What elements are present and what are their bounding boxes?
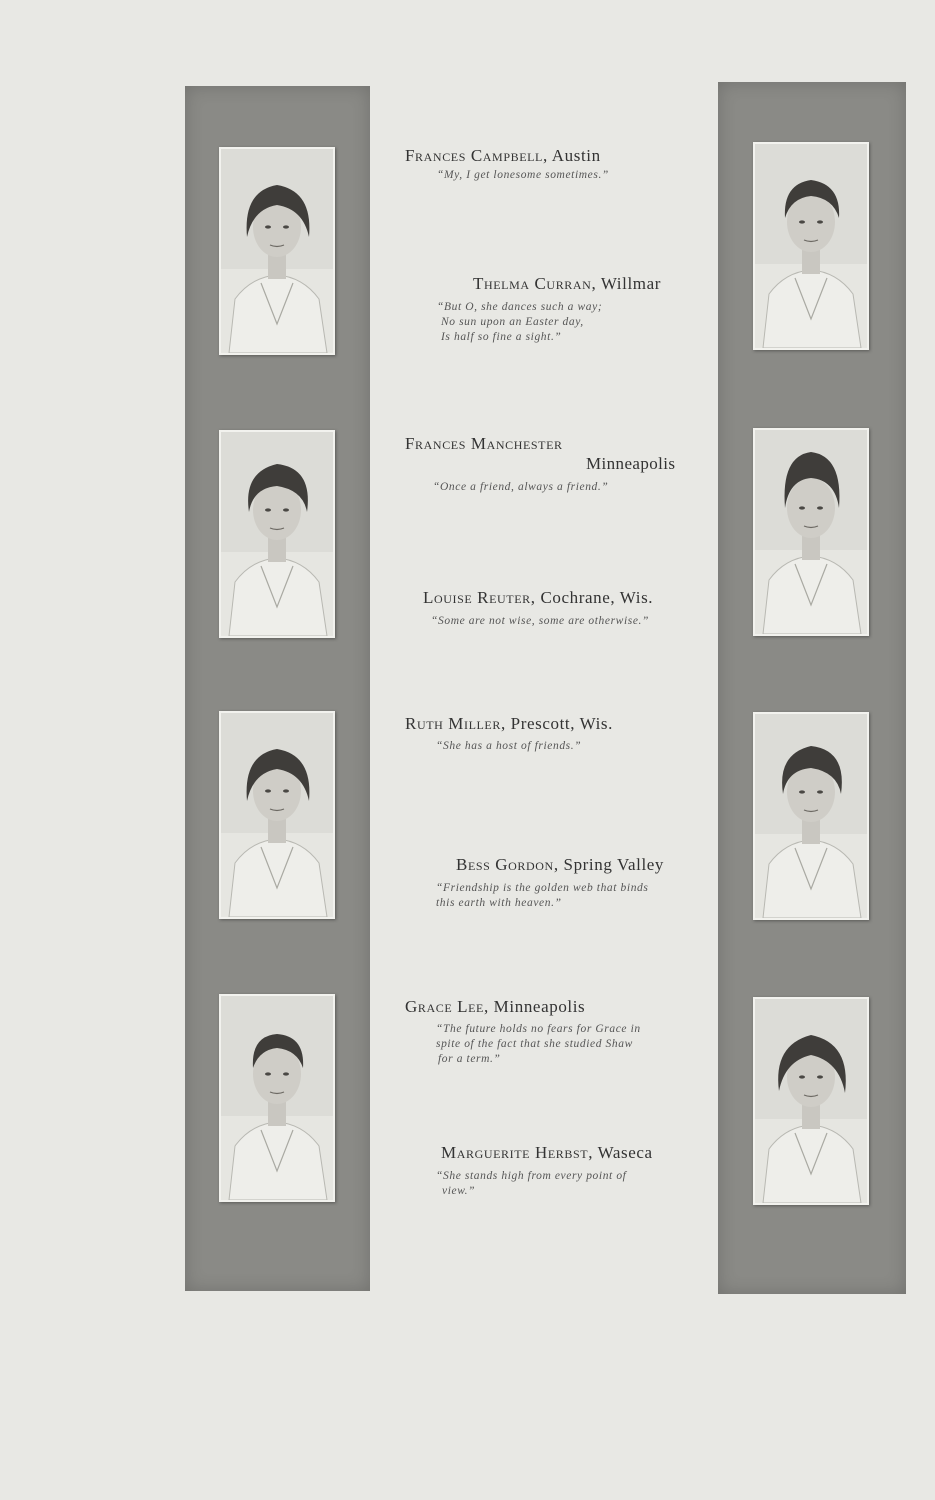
eye-left — [799, 220, 805, 223]
portrait-photo — [219, 994, 335, 1202]
entry-bess-gordon — [456, 855, 664, 875]
portrait-photo — [753, 428, 869, 636]
eye-left — [265, 225, 271, 228]
student-name: Thelma Curran, Willmar — [473, 274, 662, 293]
student-quote: “But O, she dances such a way; No sun upon an Easter day, Is half so fine a sight.” — [437, 301, 603, 343]
entry-grace-lee — [405, 997, 585, 1017]
student-name: Bess Gordon, Spring Valley — [456, 855, 665, 874]
student-quote: “Friendship is the golden web that binds this earth with heaven.” — [436, 882, 649, 909]
eye-right — [817, 1075, 823, 1078]
eye-right — [283, 789, 289, 792]
eye-right — [817, 790, 823, 793]
eye-left — [799, 1075, 805, 1078]
portrait-photo — [753, 997, 869, 1205]
student-name: Louise Reuter, Cochrane, Wis. — [423, 588, 654, 607]
eye-right — [283, 225, 289, 228]
portrait-photo — [753, 712, 869, 920]
student-quote: “She stands high from every point of view.” — [436, 1170, 627, 1197]
student-name: Frances Manchester — [405, 434, 563, 453]
entry-frances-manchester — [405, 434, 563, 454]
eye-right — [817, 220, 823, 223]
portrait-photo — [219, 147, 335, 355]
eye-left — [265, 1072, 271, 1075]
student-quote: “My, I get lonesome sometimes.” — [437, 169, 609, 181]
student-name: Grace Lee, Minneapolis — [405, 997, 586, 1016]
portrait-photo — [753, 142, 869, 350]
student-quote: “The future holds no fears for Grace in spite of the fact that she studied Shaw for a term.” — [436, 1023, 641, 1065]
eye-right — [283, 1072, 289, 1075]
student-quote: “Some are not wise, some are otherwise.” — [431, 615, 650, 627]
student-town: Minneapolis — [586, 454, 676, 473]
eye-left — [265, 508, 271, 511]
entry-frances-campbell — [405, 146, 609, 183]
entry-louise-reuter — [423, 588, 653, 608]
student-quote: “She has a host of friends.” — [436, 740, 582, 752]
student-name: Frances Campbell, Austin — [405, 146, 601, 165]
eye-left — [799, 506, 805, 509]
eye-left — [799, 790, 805, 793]
entry-ruth-miller — [405, 714, 613, 734]
face-shape — [787, 478, 835, 538]
student-name: Marguerite Herbst, Waseca — [441, 1143, 653, 1162]
portrait-photo — [219, 711, 335, 919]
entry-marguerite-herbst — [441, 1143, 653, 1163]
student-quote: “Once a friend, always a friend.” — [433, 481, 609, 493]
entry-thelma-curran — [473, 274, 661, 294]
eye-right — [817, 506, 823, 509]
eye-left — [265, 789, 271, 792]
student-name: Ruth Miller, Prescott, Wis. — [405, 714, 613, 733]
eye-right — [283, 508, 289, 511]
portrait-photo — [219, 430, 335, 638]
